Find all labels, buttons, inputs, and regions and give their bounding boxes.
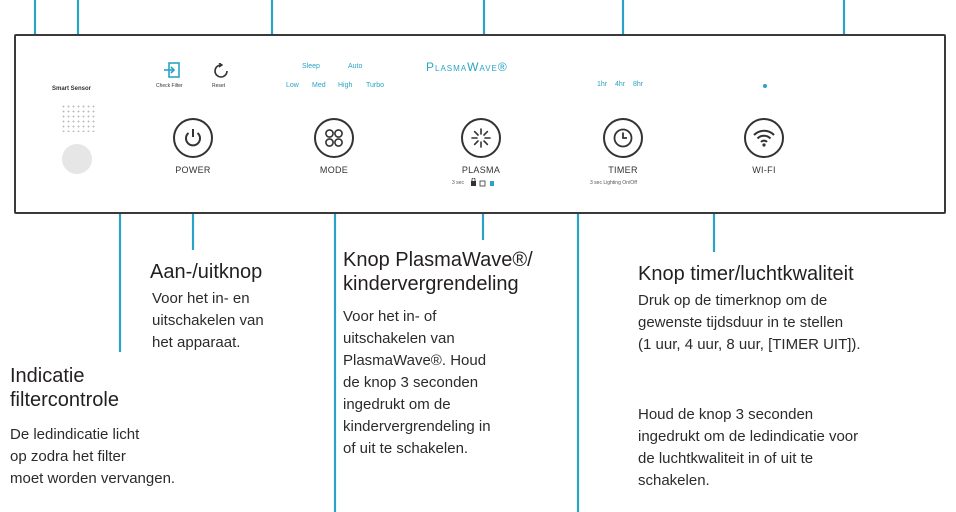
- sensor-grille-icon: [61, 104, 97, 132]
- power-icon: [182, 127, 204, 149]
- timer-label: TIMER: [608, 165, 638, 175]
- power-callout-title: Aan-/uitknop: [150, 261, 263, 283]
- speed-auto: Auto: [348, 63, 363, 70]
- timer-button[interactable]: [603, 118, 643, 158]
- plasma-callout-text: Voor het in- of uitschakelen van PlasmaWave®. Houd de knop 3 seconden ingedrukt om de kindervergrendeling in of uit te schakelen.: [343, 308, 491, 457]
- wifi-indicator-dot: [763, 84, 767, 88]
- plasma-sublabel: 3 sec: [452, 180, 464, 186]
- smart-sensor-label: Smart Sensor: [52, 86, 92, 92]
- plasmawave-logo: PlasmaWave®: [426, 60, 508, 74]
- child-lock-icon: [470, 178, 494, 187]
- filter-callout-text: De ledindicatie licht op zodra het filter moet worden vervangen.: [10, 426, 176, 487]
- power-label: POWER: [175, 165, 211, 175]
- check-filter-icon: [163, 62, 181, 78]
- power-callout-text: Voor het in- en uitschakelen van het apparaat.: [152, 290, 264, 351]
- plasma-label: PLASMA: [461, 165, 501, 175]
- plasma-burst-icon: [470, 127, 492, 149]
- timer-callout-text-2: Houd de knop 3 seconden ingedrukt om de ledindicatie voor de luchtkwaliteit in of uit te schakelen.: [638, 406, 859, 489]
- speed-sleep: Sleep: [302, 63, 320, 70]
- power-button[interactable]: [173, 118, 213, 158]
- check-filter-label: Check Filter: [156, 83, 183, 89]
- reset-label: Reset: [212, 83, 226, 89]
- plasma-button[interactable]: [461, 118, 501, 158]
- speed-high: High: [338, 82, 353, 89]
- speed-low: Low: [286, 82, 299, 89]
- speed-med: Med: [312, 82, 326, 89]
- mode-label: MODE: [319, 165, 349, 175]
- mode-button[interactable]: [314, 118, 354, 158]
- timer-1hr: 1hr: [597, 81, 608, 88]
- wifi-icon: [752, 128, 776, 148]
- mode-grid-icon: [323, 127, 345, 149]
- plasma-callout-title: Knop PlasmaWave®/ kindervergrendeling: [343, 249, 533, 295]
- wifi-label: WI-FI: [752, 165, 776, 175]
- timer-callout-title: Knop timer/luchtkwaliteit: [638, 263, 854, 285]
- timer-callout-text: Druk op de timerknop om de gewenste tijdsduur in te stellen (1 uur, 4 uur, 8 uur, [TIMER UIT]).: [638, 292, 861, 353]
- timer-4hr: 4hr: [615, 81, 626, 88]
- speed-turbo: Turbo: [366, 82, 385, 89]
- clock-icon: [612, 127, 634, 149]
- reset-icon: [213, 63, 229, 79]
- filter-callout-title: Indicatie filtercontrole: [10, 365, 119, 411]
- timer-8hr: 8hr: [633, 81, 644, 88]
- smart-sensor-window: [62, 144, 92, 174]
- wifi-button[interactable]: [744, 118, 784, 158]
- timer-sublabel: 3 sec Lighting On/Off: [590, 180, 637, 186]
